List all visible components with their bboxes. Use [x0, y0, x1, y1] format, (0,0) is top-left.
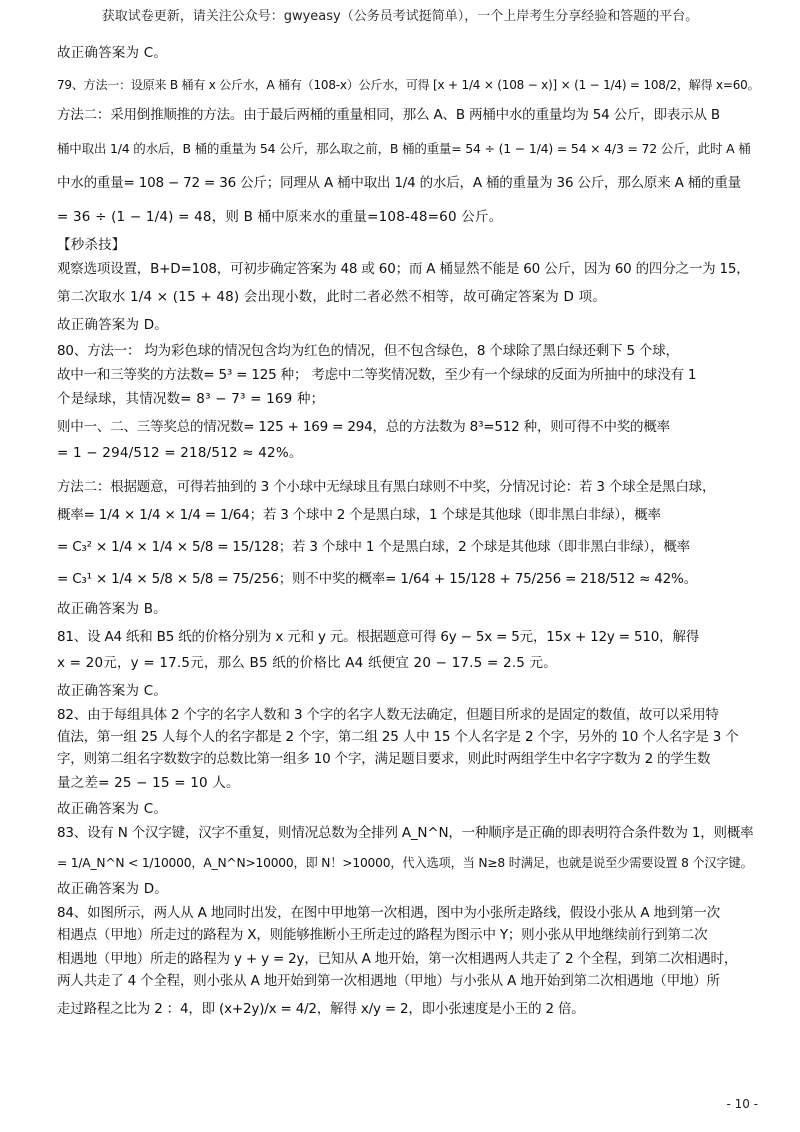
- text-line: 桶中取出 1/4 的水后，B 桶的重量为 54 公斤，那么取之前，B 桶的重量= 54 ÷ (1 − 1/4) = 54 × 4/3 = 72 公斤，此时 A 桶: [57, 141, 751, 156]
- text-line: 量之差= 25 − 15 = 10 人。: [57, 775, 240, 791]
- text-line: 80、方法一： 均为彩色球的情况包含均为红色的情况，但不包含绿色，8 个球除了黑白绿还剩下 5 个球，: [57, 343, 679, 359]
- text-line: 故正确答案为 C。: [57, 683, 168, 699]
- text-line: 相遇点（甲地）所走过的路程为 X，则能够推断小王所走过的路程为图示中 Y；则小张从甲地继续前行到第二次: [57, 927, 708, 943]
- text-line: 相遇地（甲地）所走的路程为 y + y = 2y，已知从 A 地开始，第一次相遇两人共走了 2 个全程，到第二次相遇时，: [57, 951, 738, 967]
- text-line: = C₃¹ × 1/4 × 5/8 × 5/8 = 75/256；则不中奖的概率= 1/64 + 15/128 + 75/256 = 218/512 ≈ 42%。: [57, 571, 697, 587]
- text-line: = C₃² × 1/4 × 1/4 × 5/8 = 15/128；若 3 个球中 1 个是黑白球，2 个球是其他球（即非黑白非绿），概率: [57, 539, 690, 555]
- text-line: 82、由于每组具体 2 个字的名字人数和 3 个字的名字人数无法确定，但题目所求的是固定的数值，故可以采用特: [57, 707, 719, 723]
- text-line: 中水的重量= 108 − 72 = 36 公斤；同理从 A 桶中取出 1/4 的水后，A 桶的重量为 36 公斤，那么原来 A 桶的重量: [57, 175, 741, 191]
- text-line: 走过路程之比为 2 ：4，即 (x+2y)/x = 4/2，解得 x/y = 2，即小张速度是小王的 2 倍。: [57, 1001, 585, 1017]
- text-line: = 1/A_N^N < 1/10000，A_N^N>10000，即 N！>10000，代入选项，当 N≥8 时满足，也就是说至少需要设置 8 个汉字键。: [57, 856, 753, 870]
- text-line: 故正确答案为 D。: [57, 317, 168, 333]
- page-number: - 10 -: [726, 1097, 758, 1111]
- text-line: 故正确答案为 B。: [57, 601, 167, 617]
- text-line: 方法二：根据题意，可得若抽到的 3 个小球中无绿球且有黑白球则不中奖，分情况讨论：若 3 个球全是黑白球，: [57, 479, 716, 495]
- text-line: 方法二：采用倒推顺推的方法。由于最后两桶的重量相同，那么 A、B 两桶中水的重量均为 54 公斤，即表示从 B: [57, 107, 720, 123]
- page-header: 获取试卷更新，请关注公众号：gwyeasy（公务员考试挺简单），一个上岸考生分享经验和答题的平台。: [101, 9, 699, 24]
- text-line: 值法，第一组 25 人每个人的名字都是 2 个字，第二组 25 人中 15 个人名字是 2 个字，另外的 10 个人名字是 3 个: [57, 729, 739, 745]
- text-line: 79、方法一：设原来 B 桶有 x 公斤水，A 桶有（108-x）公斤水，可得 [x + 1/4 × (108 − x)] × (1 − 1/4) = 108/2，解得 x=60。: [57, 78, 760, 92]
- text-line: 故正确答案为 C。: [57, 801, 168, 817]
- text-line: 两人共走了 4 个全程，则小张从 A 地开始到第一次相遇地（甲地）与小张从 A 地开始到第二次相遇地（甲地）所: [57, 973, 720, 989]
- text-line: 字，则第二组名字数数字的总数比第一组多 10 个字，满足题目要求，则此时两组学生中名字字数为 2 的学生数: [57, 751, 711, 767]
- text-line: 个是绿球，其情况数= 8³ − 7³ = 169 种；: [57, 391, 325, 407]
- text-line: 81、设 A4 纸和 B5 纸的价格分别为 x 元和 y 元。根据题意可得 6y − 5x = 5元，15x + 12y = 510，解得: [57, 629, 700, 645]
- text-line: 故正确答案为 C。: [57, 45, 168, 61]
- text-line: 概率= 1/4 × 1/4 × 1/4 = 1/64；若 3 个球中 2 个是黑白球，1 个球是其他球（即非黑白非绿），概率: [57, 507, 661, 523]
- text-line: 则中一、二、三等奖总的情况数= 125 + 169 = 294，总的方法数为 8³=512 种，则可得不中奖的概率: [57, 419, 670, 435]
- text-line: 84、如图所示，两人从 A 地同时出发，在图中甲地第一次相遇，图中为小张所走路线，假设小张从 A 地到第一次: [57, 905, 721, 921]
- section-heading: 【秒杀技】: [57, 237, 126, 253]
- text-line: 故正确答案为 D。: [57, 881, 168, 897]
- text-line: 观察选项设置，B+D=108，可初步确定答案为 48 或 60；而 A 桶显然不能是 60 公斤，因为 60 的四分之一为 15，: [57, 261, 750, 277]
- text-line: = 36 ÷ (1 − 1/4) = 48，则 B 桶中原来水的重量=108-48=60 公斤。: [57, 209, 503, 225]
- text-line: = 1 − 294/512 = 218/512 ≈ 42%。: [57, 445, 303, 461]
- text-line: 故中一和三等奖的方法数= 5³ = 125 种； 考虑中二等奖情况数，至少有一个绿球的反面为所抽中的球没有 1: [57, 367, 697, 383]
- text-line: 83、设有 N 个汉字键，汉字不重复，则情况总数为全排列 A_N^N，一种顺序是正确的即表明符合条件数为 1，则概率: [57, 825, 754, 841]
- text-line: 第二次取水 1/4 × (15 + 48) 会出现小数，此时二者必然不相等，故可确定答案为 D 项。: [57, 289, 606, 305]
- text-line: x = 20元，y = 17.5元，那么 B5 纸的价格比 A4 纸便宜 20 − 17.5 = 2.5 元。: [57, 655, 557, 671]
